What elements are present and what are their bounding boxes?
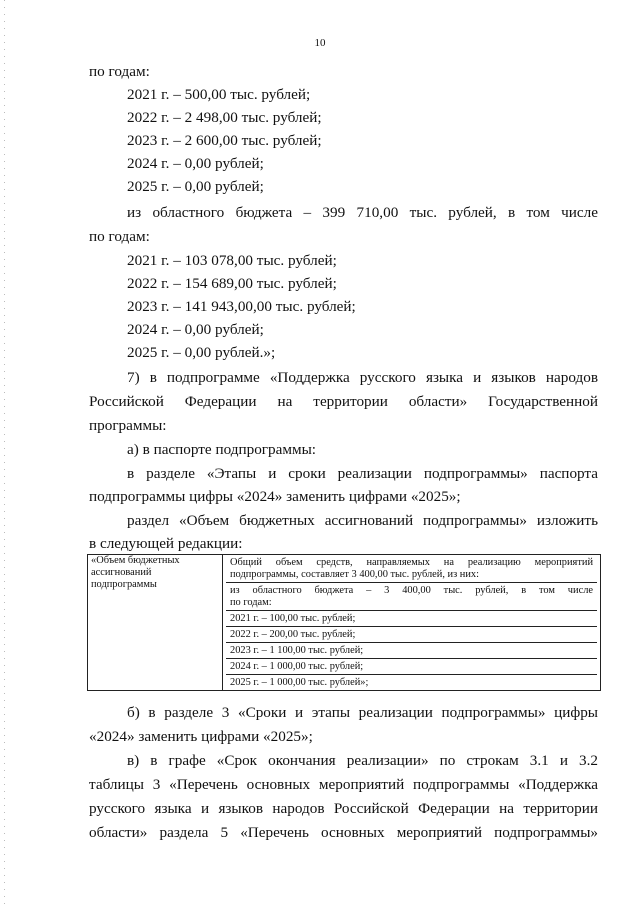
year-row: 2023 г. – 1 100,00 тыс. рублей; — [226, 643, 597, 659]
body-line: 2023 г. – 2 600,00 тыс. рублей; — [127, 132, 322, 149]
body-line: 7) в подпрограмме «Поддержка русского языка и языков народов — [127, 369, 598, 386]
body-line: в) в графе «Срок окончания реализации» по строкам 3.1 и 3.2 — [127, 752, 598, 769]
body-line: в следующей редакции: — [89, 535, 243, 552]
body-line: 2025 г. – 0,00 рублей; — [127, 178, 264, 195]
budget-table — [87, 554, 601, 691]
year-row: 2025 г. – 1 000,00 тыс. рублей»; — [230, 677, 369, 688]
body-line: таблицы 3 «Перечень основных мероприятий подпрограммы «Поддержка — [89, 776, 598, 793]
body-line: русского языка и языков народов Российской Федерации на территории — [89, 800, 598, 817]
body-line: раздел «Объем бюджетных ассигнований подпрограммы» изложить — [127, 512, 598, 529]
table-label-line: ассигнований — [91, 567, 152, 578]
table-label-cell — [88, 555, 223, 691]
table-label-line: «Объем бюджетных — [91, 555, 180, 566]
body-line: 2024 г. – 0,00 рублей; — [127, 155, 264, 172]
regional-budget-line: из областного бюджета – 3 400,00 тыс. рублей, в том числе — [230, 585, 593, 596]
body-line: 2022 г. – 154 689,00 тыс. рублей; — [127, 275, 337, 292]
body-line: подпрограммы цифры «2024» заменить цифрами «2025»; — [89, 488, 461, 505]
body-line: 2021 г. – 103 078,00 тыс. рублей; — [127, 252, 337, 269]
total-amount-line: подпрограммы, составляет 3 400,00 тыс. рублей, из них: — [230, 569, 479, 580]
body-line: 2023 г. – 141 943,00,00 тыс. рублей; — [127, 298, 356, 315]
total-amount-row — [226, 555, 597, 583]
table-label-line: подпрограммы — [91, 579, 157, 590]
page-number: 10 — [314, 37, 326, 49]
body-line: 2025 г. – 0,00 рублей.»; — [127, 344, 276, 361]
body-line: а) в паспорте подпрограммы: — [127, 441, 316, 458]
total-amount-line: Общий объем средств, направляемых на реализацию мероприятий — [230, 557, 593, 568]
body-line: Российской Федерации на территории области» Государственной — [89, 393, 598, 410]
body-line: по годам: — [89, 228, 150, 245]
body-line: 2021 г. – 500,00 тыс. рублей; — [127, 86, 311, 103]
regional-budget-row — [226, 583, 597, 611]
body-line: программы: — [89, 417, 167, 434]
body-line: в разделе «Этапы и сроки реализации подпрограммы» паспорта — [127, 465, 598, 482]
body-line: по годам: — [89, 63, 150, 80]
body-line: «2024» заменить цифрами «2025»; — [89, 728, 313, 745]
table-content-cell — [223, 555, 601, 691]
body-line: 2022 г. – 2 498,00 тыс. рублей; — [127, 109, 322, 126]
table-row — [88, 555, 601, 691]
body-line: б) в разделе 3 «Сроки и этапы реализации подпрограммы» цифры — [127, 704, 598, 721]
regional-budget-line: по годам: — [230, 597, 272, 608]
body-line: из областного бюджета – 399 710,00 тыс. рублей, в том числе — [127, 204, 598, 221]
year-row: 2021 г. – 100,00 тыс. рублей; — [226, 611, 597, 627]
year-row: 2022 г. – 200,00 тыс. рублей; — [226, 627, 597, 643]
body-line: области» раздела 5 «Перечень основных мероприятий подпрограммы» — [89, 824, 598, 841]
year-row: 2024 г. – 1 000,00 тыс. рублей; — [226, 659, 597, 675]
scan-edge-dots — [4, 0, 5, 905]
body-line: 2024 г. – 0,00 рублей; — [127, 321, 264, 338]
